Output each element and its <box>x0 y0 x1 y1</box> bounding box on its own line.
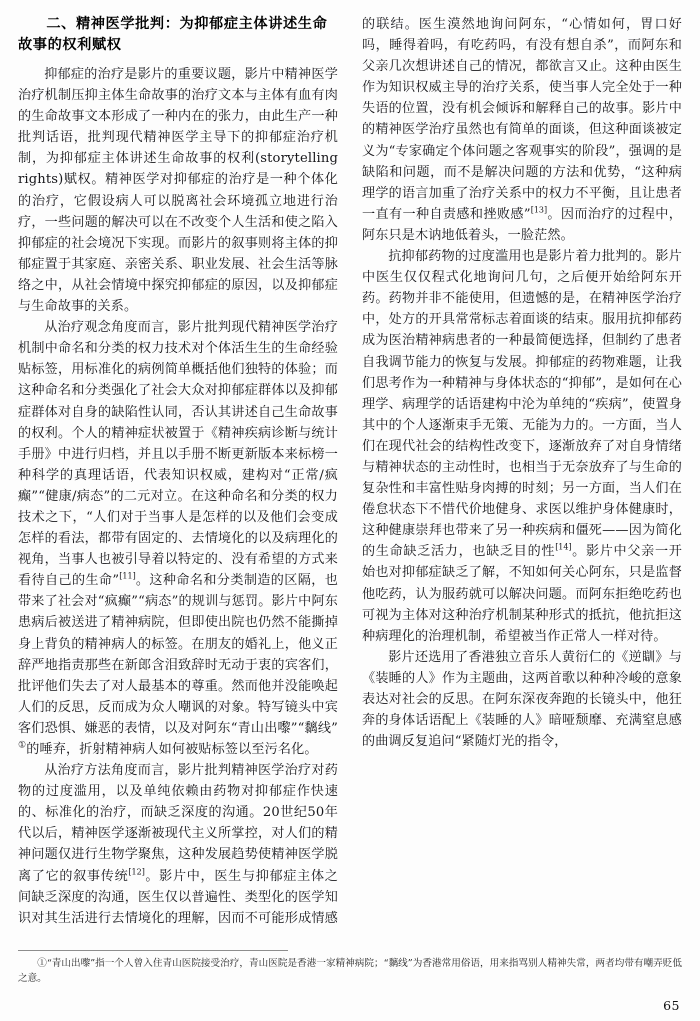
two-column-body <box>18 14 682 934</box>
page-number: 65 <box>663 998 680 1013</box>
footnote-marker: ① <box>37 957 47 969</box>
citation-marker-11: [11] <box>119 571 136 581</box>
paragraph-4-text-before-citation: 抗抑郁药物的过度滥用也是影片着力批判的。影片中医生仅仅程式化地询问几句，之后便开始给阿东开药。药物并非不能使用，但遗憾的是，在精神医学治疗中，处方的开具常常标志着面谈的结束。服用抗抑郁药成为医治精神病患者的一种最简便选择，但制约了患者自我调节能力的恢复与发展。抑郁症的药物难题，让我们思考作为一种精神与身体状态的“抑郁”，是如何在心理学、病理学的话语建构中沦为单纯的“疾病”，使置身其中的个人逐渐束手无策、无能为力的。一方面，当人们在现代社会的结构性改变下，逐渐放弃了对自身情绪与精神状态的主动性时，也相当于无奈放弃了与生命的复杂性和丰富性贴身肉搏的时刻；另一方面，当人们在倦怠状态下不惜代价地健身、求医以维护身体健康时，这种健康崇拜也带来了另一种疾病和僵死——因为简化的生命缺乏活力，也缺乏目的性 <box>362 249 682 560</box>
paragraph-2-text-after-citation: 。这种命名和分类制造的区隔，也带来了社会对“疯癫”“病态”的规训与惩罚。影片中阿东患病后被送进了精神病院，但即使出院也仍然不能撕掉身上背负的精神病人的标签。在朋友的婚礼上，他义正辞严地指责那些在新郎含泪致辞时无动于衷的宾客们，批评他们失去了对人最基本的尊重。然而他并没能唤起人们的反思，反而成为众人嘲讽的对象。特写镜头中宾客们恐惧、嫌恶的表情，以及对阿东“青山出嚟”“黐线” <box>18 573 338 736</box>
citation-marker-13: [13] <box>530 205 548 215</box>
section-heading: 二、精神医学批判：为抑郁症主体讲述生命故事的权利赋权 <box>18 16 328 53</box>
paragraph-4 <box>362 246 682 647</box>
citation-marker-14: [14] <box>555 542 572 552</box>
paragraph-3-text-before-citation: 从治疗方法角度而言，影片批判精神医学治疗对药物的过度滥用，以及单纯依赖由药物对抑郁症作快速的、标准化的治疗，而缺乏深度的沟通。20世纪50年代以后，精神医学逐渐被现代主义所掌控，对人们的精神问题仅进行生物学聚焦，这种发展趋势使精神医学脱离了它的叙事传统 <box>18 763 338 884</box>
paragraph-3-text-tail: 。因而治疗的过程中，阿东只是木讷地低着头，一脸茫然。 <box>362 206 682 243</box>
footnote-text: “青山出嚟”指一个人曾入住青山医院接受治疗，青山医院是香港一家精神病院；“黐线”为香港常用俗语，用来指骂别人精神失常，两者均带有嘲弄贬低之意。 <box>18 957 682 985</box>
paragraph-4-text-after-citation: 。影片中父亲一开始也对抑郁症缺乏了解，不知如何关心阿东，只是监督他吃药，认为服药就可以解决问题。而阿东拒绝吃药也可视为主体对这种治疗机制某种形式的抵抗，他抗拒这种病理化的治理机制，希望被当作正常人一样对待。 <box>362 544 682 644</box>
paragraph-2-text-before-citation: 从治疗观念角度而言，影片批判现代精神医学治疗机制中命名和分类的权力技术对个体活生生的生命经验贴标签，用标准化的病例简单概括他们独特的体验；而这种命名和分类强化了社会大众对抑郁症群体以及抑郁症群体对自身的缺陷性认同，否认其讲述自己生命故事的权利。个人的精神症状被置于《精神疾病诊断与统计手册》中进行归档，并且以手册不断更新版本来标榜一种科学的真理话语，代表知识权威，建构对“正常/疯癫”“健康/病态”的二元对立。在这种命名和分类的权力技术之下，“人们对于当事人是怎样的以及他们会变成怎样的看法，都带有固定的、去情境化的以及病理化的视角，当事人也被引导着以特定的、没有希望的方式来看待自己的生命” <box>18 320 338 589</box>
citation-marker-12: [12] <box>128 867 145 877</box>
paragraph-1 <box>18 64 338 317</box>
footnote-separator-rule <box>18 950 288 951</box>
paragraph-1-text: 抑郁症的治疗是影片的重要议题，影片中精神医学治疗机制压抑主体生命故事的治疗文本与主体有血有肉的生命故事文本形成了一种内在的张力，由此生产一种批判话语，批判现代精神医学主导下的抑郁症治疗机制，为抑郁症主体讲述生命故事的权利(storytelling rights)赋权。精神医学对抑郁症的治疗是一种个体化的治疗，它假设病人可以脱离社会环境孤立地进行治疗，一些问题的解决可以在不改变个人生活和使之陷入抑郁症的社会境况下实现。而影片的叙事则将主体的抑郁症置于其家庭、亲密关系、职业发展、社会生活等脉络之中，从社会情境中探究抑郁症的原因，以及抑郁症与生命故事的关系。 <box>18 67 338 315</box>
paragraph-2 <box>18 317 338 760</box>
footnote-1 <box>18 956 682 987</box>
paragraph-5-text: 影片还选用了香港独立音乐人黄衍仁的《逆瞓》与《装睡的人》作为主题曲，这两首歌以种种冷峻的意象表达对社会的反思。在阿东深夜奔跑的长镜头中，他狂奔的身体话语配上《装睡的人》暗哑颓靡、充满窒息感的曲调反复追问“紧随灯光的指令， <box>362 649 682 750</box>
footnote-area <box>18 950 682 987</box>
paragraph-3-text-after-citation: 。影片中，医生与抑郁症主体之间缺乏深度的沟通，医生仅以普遍性、类型化的医学知识对其生活进行去情境化的理解，因而不可能形成情感的联结。医生漠然地询问阿东，“心情如何，胃口好吗，睡得着吗，有吃药吗，有没有想自杀”，而阿东和父亲几次想讲述自己的情况，都欲言又止。这种由医生作为知识权威主导的治疗关系，使当事人完全处于一种失语的位置，没有机会倾诉和解释自己的故事。影片中的精神医学治疗虽然也有简单的面谈，但这种面谈被定义为“专家确定个体问题之客观事实的阶段”，强调的是缺陷和问题，而不是解决问题的方法和优势，“这种病理学的语言加重了治疗关系中的权力不平衡，且让患者一直有一种自责感和挫败感” <box>18 17 682 926</box>
footnote-marker-1: ① <box>18 740 27 751</box>
paragraph-2-text-tail: 的唾弃，折射精神病人如何被贴标签以至污名化。 <box>26 742 318 757</box>
paragraph-5 <box>362 647 682 752</box>
